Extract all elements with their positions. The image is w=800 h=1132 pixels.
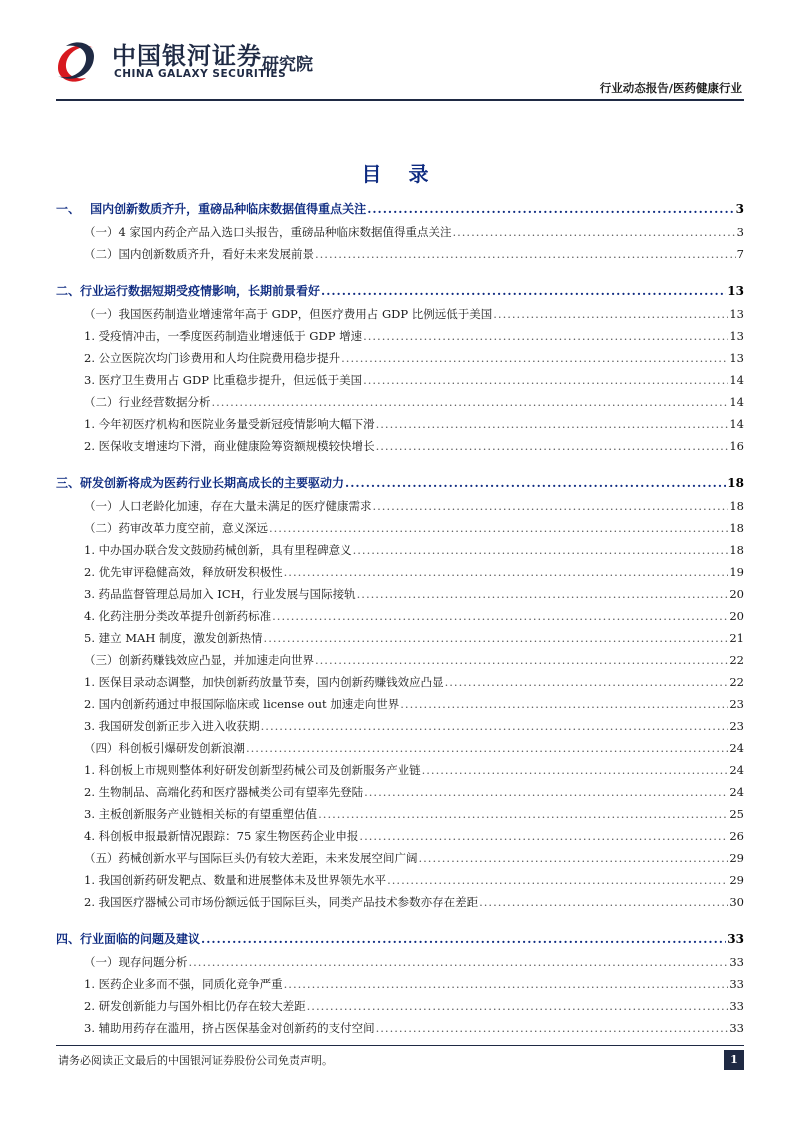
toc-entry[interactable] xyxy=(56,998,744,1020)
toc-entry-page: 18 xyxy=(729,521,744,535)
toc-entry-page: 29 xyxy=(729,873,744,887)
toc-entry-page: 22 xyxy=(729,675,744,689)
toc-entry[interactable] xyxy=(56,586,744,608)
report-type: 行业动态报告/医药健康行业 xyxy=(599,81,742,95)
toc-entry[interactable] xyxy=(56,696,744,718)
toc-entry-label: 3. 主板创新服务产业链相关标的有望重塑估值 xyxy=(84,807,318,821)
toc-entry-page: 3 xyxy=(736,225,744,239)
galaxy-logo-icon xyxy=(48,34,104,90)
toc-entry-page: 13 xyxy=(727,284,744,298)
toc-entry-page: 18 xyxy=(727,476,744,490)
toc-entry-label: （一）我国医药制造业增速常年高于 GDP，但医疗费用占 GDP 比例远低于美国 xyxy=(84,307,493,321)
toc-entry-label: 1. 科创板上市规则整体利好研发创新型药械公司及创新服务产业链 xyxy=(84,763,421,777)
toc-entry-page: 7 xyxy=(736,247,744,261)
toc-entry[interactable] xyxy=(56,954,744,976)
toc-leader-dots xyxy=(367,202,734,216)
company-name-en: CHINA GALAXY SECURITIES xyxy=(114,68,287,80)
toc-entry[interactable] xyxy=(56,976,744,998)
toc-entry-page: 3 xyxy=(735,202,744,216)
toc-leader-dots xyxy=(321,284,726,298)
toc-entry-label: 5. 建立 MAH 制度，激发创新热情 xyxy=(84,631,263,645)
toc-entry-label: 二、行业运行数据短期受疫情影响，长期前景看好 xyxy=(56,284,321,298)
toc-section-gap xyxy=(56,460,744,474)
company-logo xyxy=(40,28,340,98)
toc-entry[interactable] xyxy=(56,740,744,762)
toc-entry[interactable] xyxy=(56,474,744,498)
toc-leader-dots xyxy=(357,587,729,601)
toc-leader-dots xyxy=(264,631,729,645)
toc-entry-label: 2. 我国医疗器械公司市场份额远低于国际巨头，同类产品技术参数亦存在差距 xyxy=(84,895,479,909)
toc-leader-dots xyxy=(376,1021,729,1035)
toc-leader-dots xyxy=(364,785,728,799)
toc-entry[interactable] xyxy=(56,200,744,224)
toc-entry[interactable] xyxy=(56,372,744,394)
toc-entry-label: 4. 化药注册分类改革提升创新药标准 xyxy=(84,609,272,623)
table-of-contents xyxy=(56,200,744,1042)
toc-entry-page: 14 xyxy=(729,373,744,387)
toc-entry[interactable] xyxy=(56,608,744,630)
toc-entry-page: 24 xyxy=(729,741,744,755)
toc-entry-page: 20 xyxy=(729,609,744,623)
toc-leader-dots xyxy=(445,675,729,689)
toc-entry-page: 13 xyxy=(729,307,744,321)
toc-leader-dots xyxy=(272,609,728,623)
toc-entry[interactable] xyxy=(56,306,744,328)
toc-entry-page: 20 xyxy=(729,587,744,601)
header-divider xyxy=(56,99,744,101)
toc-entry[interactable] xyxy=(56,520,744,542)
toc-entry-label: 3. 药品监督管理总局加入 ICH，行业发展与国际接轨 xyxy=(84,587,356,601)
toc-entry-page: 16 xyxy=(729,439,744,453)
toc-entry-label: 3. 辅助用药存在滥用，挤占医保基金对创新药的支付空间 xyxy=(84,1021,375,1035)
toc-section-gap xyxy=(56,268,744,282)
toc-entry-label: （四）科创板引爆研发创新浪潮 xyxy=(84,741,245,755)
toc-entry-label: 一、 国内创新数质齐升，重磅品种临床数据值得重点关注 xyxy=(56,202,367,216)
toc-entry-label: 2. 医保收支增速均下滑，商业健康险筹资额规模较快增长 xyxy=(84,439,375,453)
toc-leader-dots xyxy=(212,395,729,409)
toc-entry-page: 33 xyxy=(729,999,744,1013)
toc-entry-label: 1. 今年初医疗机构和医院业务量受新冠疫情影响大幅下滑 xyxy=(84,417,375,431)
toc-leader-dots xyxy=(363,329,728,343)
toc-leader-dots xyxy=(246,741,728,755)
toc-entry-label: 4. 科创板申报最新情况跟踪：75 家生物医药企业申报 xyxy=(84,829,359,843)
toc-entry-label: 2. 国内创新药通过申报国际临床或 license out 加速走向世界 xyxy=(84,697,400,711)
toc-entry-page: 13 xyxy=(729,329,744,343)
toc-entry[interactable] xyxy=(56,1020,744,1042)
institute-name: 研究院 xyxy=(262,55,313,75)
toc-entry[interactable] xyxy=(56,328,744,350)
toc-entry[interactable] xyxy=(56,894,744,916)
page-number: 1 xyxy=(724,1050,744,1070)
toc-entry-label: 1. 受疫情冲击，一季度医药制造业增速低于 GDP 增速 xyxy=(84,329,363,343)
toc-entry[interactable] xyxy=(56,930,744,954)
toc-entry-page: 26 xyxy=(729,829,744,843)
toc-leader-dots xyxy=(353,543,729,557)
toc-entry-page: 18 xyxy=(729,543,744,557)
toc-leader-dots xyxy=(363,373,728,387)
toc-entry-page: 24 xyxy=(729,785,744,799)
toc-entry-label: （二）行业经营数据分析 xyxy=(84,395,211,409)
toc-entry-label: （二）药审改革力度空前，意义深远 xyxy=(84,521,268,535)
footer-disclaimer: 请务必阅读正文最后的中国银河证券股份公司免责声明。 xyxy=(58,1054,333,1067)
toc-entry-label: 三、研发创新将成为医药行业长期高成长的主要驱动力 xyxy=(56,476,345,490)
toc-entry-page: 29 xyxy=(729,851,744,865)
toc-entry-page: 18 xyxy=(729,499,744,513)
toc-leader-dots xyxy=(269,521,728,535)
toc-leader-dots xyxy=(341,351,728,365)
toc-entry-page: 33 xyxy=(729,1021,744,1035)
toc-entry[interactable] xyxy=(56,762,744,784)
toc-entry[interactable] xyxy=(56,438,744,460)
toc-entry-label: 1. 医保目录动态调整，加快创新药放量节奏，国内创新药赚钱效应凸显 xyxy=(84,675,444,689)
toc-entry-label: 四、行业面临的问题及建议 xyxy=(56,932,201,946)
toc-entry-page: 24 xyxy=(729,763,744,777)
toc-entry-page: 14 xyxy=(729,417,744,431)
toc-leader-dots xyxy=(373,499,729,513)
toc-entry[interactable] xyxy=(56,498,744,520)
toc-leader-dots xyxy=(315,653,728,667)
toc-entry[interactable] xyxy=(56,350,744,372)
toc-entry[interactable] xyxy=(56,718,744,740)
toc-leader-dots xyxy=(315,247,736,261)
toc-leader-dots xyxy=(387,873,728,887)
footer-divider xyxy=(56,1045,744,1046)
toc-entry-page: 22 xyxy=(729,653,744,667)
toc-entry-label: 2. 生物制品、高端化药和医疗器械类公司有望率先登陆 xyxy=(84,785,364,799)
toc-leader-dots xyxy=(307,999,729,1013)
toc-entry-label: 1. 我国创新药研发靶点、数量和进展整体未及世界领先水平 xyxy=(84,873,387,887)
toc-leader-dots xyxy=(189,955,729,969)
toc-entry[interactable] xyxy=(56,630,744,652)
toc-entry-page: 14 xyxy=(729,395,744,409)
toc-entry[interactable] xyxy=(56,224,744,246)
toc-entry-label: （一）人口老龄化加速，存在大量未满足的医疗健康需求 xyxy=(84,499,372,513)
toc-leader-dots xyxy=(261,719,729,733)
toc-entry[interactable] xyxy=(56,784,744,806)
toc-leader-dots xyxy=(376,417,729,431)
toc-entry-page: 13 xyxy=(729,351,744,365)
toc-leader-dots xyxy=(284,977,729,991)
toc-entry[interactable] xyxy=(56,246,744,268)
toc-entry[interactable] xyxy=(56,564,744,586)
toc-entry[interactable] xyxy=(56,282,744,306)
toc-entry[interactable] xyxy=(56,542,744,564)
toc-entry[interactable] xyxy=(56,674,744,696)
toc-leader-dots xyxy=(318,807,728,821)
toc-entry[interactable] xyxy=(56,872,744,894)
toc-entry-label: （二）国内创新数质齐升，看好未来发展前景 xyxy=(84,247,314,261)
toc-entry-page: 25 xyxy=(729,807,744,821)
toc-entry-label: 1. 医药企业多而不强，同质化竞争严重 xyxy=(84,977,283,991)
toc-entry-label: 2. 公立医院次均门诊费用和人均住院费用稳步提升 xyxy=(84,351,341,365)
toc-entry-page: 33 xyxy=(729,977,744,991)
toc-entry-page: 19 xyxy=(729,565,744,579)
toc-leader-dots xyxy=(422,763,729,777)
toc-entry-page: 23 xyxy=(729,719,744,733)
toc-entry-label: 2. 研发创新能力与国外相比仍存在较大差距 xyxy=(84,999,306,1013)
toc-entry[interactable] xyxy=(56,416,744,438)
toc-entry-label: 2. 优先审评稳健高效，释放研发积极性 xyxy=(84,565,283,579)
toc-section-gap xyxy=(56,916,744,930)
toc-entry-label: 3. 医疗卫生费用占 GDP 比重稳步提升，但远低于美国 xyxy=(84,373,363,387)
toc-entry-label: （五）药械创新水平与国际巨头仍有较大差距，未来发展空间广阔 xyxy=(84,851,418,865)
toc-leader-dots xyxy=(419,851,729,865)
toc-entry-label: 1. 中办国办联合发文鼓励药械创新，具有里程碑意义 xyxy=(84,543,352,557)
toc-entry-page: 30 xyxy=(729,895,744,909)
toc-entry-page: 33 xyxy=(727,932,744,946)
toc-entry[interactable] xyxy=(56,850,744,872)
toc-leader-dots xyxy=(493,307,728,321)
toc-entry-label: （一）4 家国内药企产品入选口头报告，重磅品种临床数据值得重点关注 xyxy=(84,225,452,239)
toc-leader-dots xyxy=(345,476,726,490)
company-name-cn: 中国银河证券 xyxy=(112,42,262,70)
toc-entry[interactable] xyxy=(56,652,744,674)
toc-leader-dots xyxy=(284,565,729,579)
toc-entry-label: （三）创新药赚钱效应凸显，并加速走向世界 xyxy=(84,653,314,667)
toc-entry[interactable] xyxy=(56,806,744,828)
toc-leader-dots xyxy=(400,697,728,711)
toc-entry[interactable] xyxy=(56,394,744,416)
toc-leader-dots xyxy=(452,225,735,239)
toc-entry-page: 33 xyxy=(729,955,744,969)
toc-title: 目 录 xyxy=(361,162,439,186)
toc-leader-dots xyxy=(201,932,726,946)
toc-entry-page: 21 xyxy=(729,631,744,645)
toc-leader-dots xyxy=(376,439,729,453)
toc-entry-page: 23 xyxy=(729,697,744,711)
toc-leader-dots xyxy=(359,829,728,843)
toc-leader-dots xyxy=(479,895,728,909)
toc-entry-label: 3. 我国研发创新正步入进入收获期 xyxy=(84,719,260,733)
toc-entry[interactable] xyxy=(56,828,744,850)
toc-entry-label: （一）现存问题分析 xyxy=(84,955,188,969)
